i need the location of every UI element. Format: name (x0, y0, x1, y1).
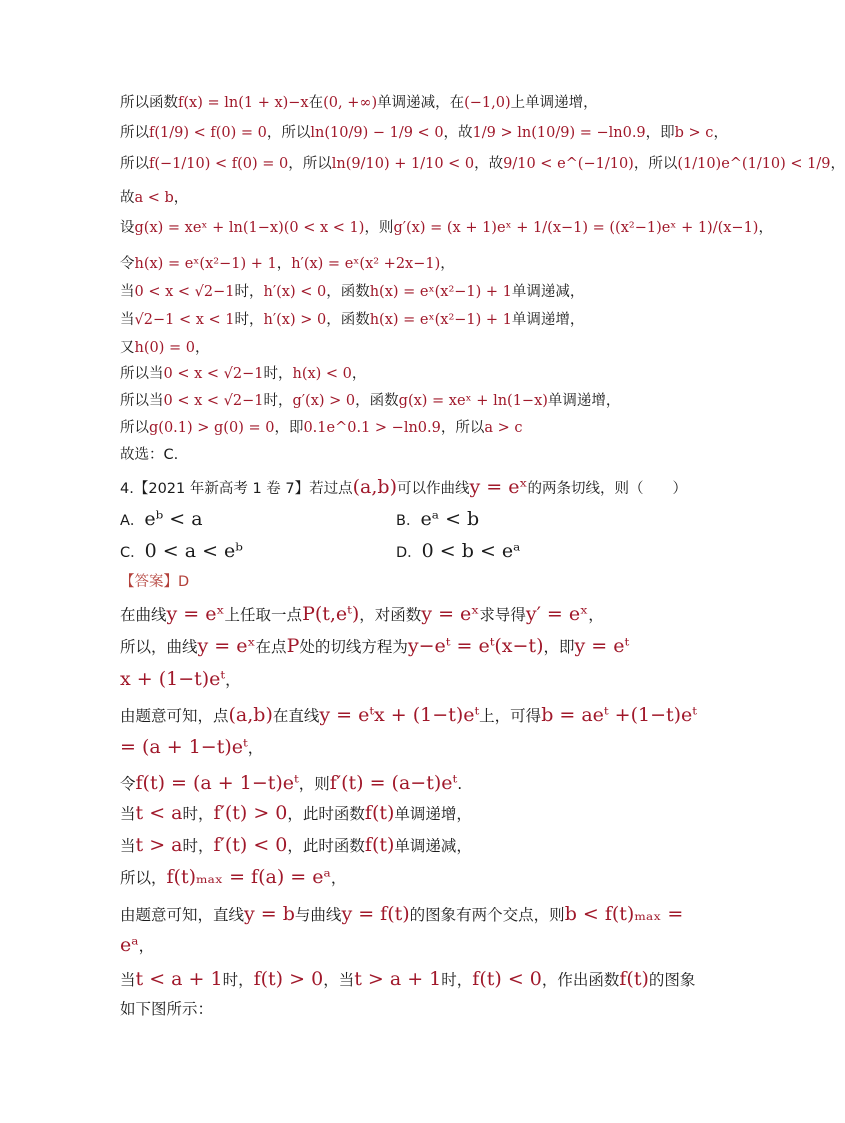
text-run: 所以 (120, 125, 149, 141)
text-run: 设 (120, 220, 135, 236)
text-run: 时， (182, 805, 214, 823)
solution-line (120, 934, 154, 957)
math-expression: t > a (135, 834, 183, 856)
text-run: ， (588, 606, 604, 624)
math-expression: y = eˣ (421, 603, 480, 625)
math-expression: h′(x) > 0 (263, 312, 327, 328)
solution-line (120, 903, 683, 926)
text-line (120, 284, 584, 301)
math-expression: b > c (674, 125, 714, 141)
text-run: 所以， (120, 869, 167, 887)
answer-line (120, 574, 189, 591)
text-run: 单调递增， (511, 312, 585, 328)
text-run: ，所以 (266, 125, 311, 141)
math-expression: y = eᵗ (574, 635, 630, 657)
text-run: 若过点 (309, 481, 353, 497)
text-line (120, 125, 728, 142)
text-line (120, 420, 523, 437)
math-expression: P(t,eᵗ) (302, 603, 360, 625)
math-expression: y = eˣ (469, 476, 528, 498)
math-expression: a > c (484, 420, 523, 436)
option-a: A．eᵇ < a (120, 508, 203, 530)
text-run: 当 (120, 971, 136, 989)
question-number: 4. (120, 481, 134, 497)
math-expression: t > a + 1 (354, 968, 442, 990)
solution-line (120, 834, 472, 857)
math-expression: f′(t) > 0 (213, 802, 288, 824)
text-run: ，此时函数 (287, 805, 365, 823)
text-run: 求导得 (479, 606, 526, 624)
math-expression: f(t)ₘₐₓ = f(a) = eᵃ (166, 866, 331, 888)
option-c-math: 0 < a < eᵇ (144, 540, 243, 562)
text-run: 与曲线 (294, 906, 342, 924)
text-line (120, 256, 455, 273)
text-run: 在点 (255, 638, 287, 656)
text-line (120, 312, 584, 329)
text-run: 令 (120, 775, 136, 793)
math-expression: 0 < x < √2−1 (134, 284, 235, 300)
math-expression: f(1/9) < f(0) = 0 (149, 125, 267, 141)
math-expression: y = eˣ (197, 635, 256, 657)
math-expression: 1/9 > ln(10/9) = −ln0.9 (472, 125, 646, 141)
text-run: ，即 (543, 638, 575, 656)
math-expression: 0 < x < √2−1 (163, 366, 264, 382)
question-stem (120, 476, 687, 499)
text-run: ， (247, 739, 264, 757)
math-expression: = (a + 1−t)eᵗ (120, 736, 248, 758)
math-expression: (1/10)e^(1/10) < 1/9 (677, 156, 831, 172)
math-expression: y′ = eˣ (525, 603, 589, 625)
text-line (120, 447, 178, 464)
solution-line (120, 603, 604, 626)
option-c: C．0 < a < eᵇ (120, 540, 243, 562)
text-line (120, 190, 188, 207)
solution-line (120, 668, 241, 691)
text-run: ，所以 (288, 156, 332, 172)
text-run: 所以 (120, 156, 149, 172)
text-run: 当 (120, 805, 136, 823)
text-run: ， (830, 156, 845, 172)
text-run: ，函数 (355, 393, 399, 409)
math-expression: f(t) = (a + 1−t)eᵗ (135, 772, 299, 794)
text-line (120, 366, 366, 383)
math-expression: (a,b) (228, 704, 273, 726)
option-b-math: eᵃ < b (420, 508, 480, 530)
math-expression: P (286, 635, 300, 657)
solution-line (120, 772, 462, 795)
math-expression: y = eˣ (166, 603, 225, 625)
math-expression: ln(9/10) + 1/10 < 0 (331, 156, 475, 172)
text-run: ，函数 (326, 284, 370, 300)
text-run: 所以 (120, 420, 149, 436)
text-run: 当 (120, 312, 135, 328)
solution-line (120, 635, 629, 658)
text-run: 故选：C. (120, 447, 179, 463)
text-run: ，作出函数 (541, 971, 620, 989)
text-run: ，故 (443, 125, 473, 141)
text-run: . (457, 775, 463, 793)
text-run: 单调递减， (394, 837, 472, 855)
math-expression: t < a + 1 (135, 968, 223, 990)
text-line (120, 340, 209, 357)
math-expression: g(0.1) > g(0) = 0 (149, 420, 275, 436)
math-expression: f(t) (364, 834, 395, 856)
math-expression: (−1,0) (464, 95, 511, 111)
math-expression: y = f(t) (341, 903, 410, 925)
text-run: 令 (120, 256, 135, 272)
text-run: 时， (234, 284, 264, 300)
text-run: 故 (120, 190, 135, 206)
answer-tag: 【答案】 (120, 574, 178, 590)
option-a-math: eᵇ < a (144, 508, 203, 530)
text-run: 时， (234, 312, 264, 328)
solution-line (120, 968, 695, 991)
text-line (120, 156, 845, 173)
text-run: ， (138, 937, 155, 955)
text-run: ，即 (645, 125, 675, 141)
solution-line (120, 1000, 213, 1019)
solution-line (120, 802, 472, 825)
text-run: ， (713, 125, 728, 141)
text-run: ，所以 (440, 420, 485, 436)
math-expression: y = eᵗx + (1−t)eᵗ (319, 704, 480, 726)
text-run: 时， (222, 971, 254, 989)
text-line (120, 393, 620, 410)
text-run: 时， (441, 971, 473, 989)
text-run: 时， (263, 366, 293, 382)
text-run: 的图象 (648, 971, 696, 989)
text-run: ，对函数 (359, 606, 422, 624)
text-run: ，则 (298, 775, 330, 793)
math-expression: g′(x) > 0 (292, 393, 356, 409)
text-run: 时， (263, 393, 293, 409)
text-run: 由题意可知，直线 (120, 906, 245, 924)
text-run: ， (330, 869, 347, 887)
text-run: ，当 (323, 971, 355, 989)
math-expression: eᵃ (120, 934, 139, 956)
text-run: 所以当 (120, 366, 164, 382)
text-run: 可以作曲线 (397, 481, 470, 497)
math-expression: t < a (135, 802, 183, 824)
text-line (120, 220, 773, 237)
text-run: 处的切线方程为 (299, 638, 408, 656)
math-expression: h(x) = eˣ(x²−1) + 1 (369, 312, 512, 328)
text-run: 在直线 (272, 707, 320, 725)
math-expression: f(−1/10) < f(0) = 0 (149, 156, 289, 172)
math-expression: y = b (244, 903, 295, 925)
text-run: ，则 (364, 220, 394, 236)
math-expression: g(x) = xeˣ + ln(1−x)(0 < x < 1) (134, 220, 365, 236)
question-source: 【2021 年新高考 1 卷 7】 (133, 481, 310, 497)
math-expression: (0, +∞) (323, 95, 378, 111)
math-expression: 9/10 < e^(−1/10) (503, 156, 634, 172)
math-expression: x + (1−t)eᵗ (120, 668, 226, 690)
math-expression: ln(10/9) − 1/9 < 0 (310, 125, 444, 141)
text-run: 上，可得 (479, 707, 542, 725)
text-run: ， (276, 256, 292, 272)
math-expression: g′(x) = (x + 1)eˣ + 1/(x−1) = ((x²−1)eˣ + 1)/(x−1) (393, 220, 759, 236)
math-expression: f′(t) = (a−t)eᵗ (329, 772, 458, 794)
math-expression: f′(t) < 0 (213, 834, 288, 856)
text-run: ，此时函数 (287, 837, 365, 855)
text-run: 当 (120, 837, 136, 855)
text-run: 上任取一点 (224, 606, 303, 624)
text-run: ， (194, 340, 210, 356)
math-expression: y−eᵗ = eᵗ(x−t) (407, 635, 544, 657)
math-expression: h(x) = eˣ(x²−1) + 1 (369, 284, 512, 300)
text-run: 所以函数 (120, 95, 178, 111)
text-run: 的图象有两个交点，则 (409, 906, 565, 924)
math-expression: (a,b) (352, 476, 397, 498)
text-run: 又 (120, 340, 135, 356)
text-run: ，故 (474, 156, 504, 172)
text-run: ，所以 (633, 156, 678, 172)
math-expression: h(x) = eˣ(x²−1) + 1 (134, 256, 277, 272)
text-run: 如下图所示： (120, 1000, 214, 1018)
text-run: 由题意可知，点 (120, 707, 229, 725)
text-run: 时， (182, 837, 214, 855)
text-run: ， (225, 671, 241, 689)
math-expression: b = aeᵗ +(1−t)eᵗ (541, 704, 697, 726)
text-run: 所以当 (120, 393, 164, 409)
question-text (309, 476, 688, 498)
solution-line (120, 704, 697, 727)
text-run: ， (758, 220, 773, 236)
text-run: ，函数 (326, 312, 370, 328)
math-expression: h′(x) < 0 (263, 284, 327, 300)
text-run: 单调递减， (511, 284, 585, 300)
text-run: ，即 (274, 420, 304, 436)
math-expression: g(x) = xeˣ + ln(1−x) (398, 393, 548, 409)
math-expression: 0.1e^0.1 > −ln0.9 (303, 420, 441, 436)
math-expression: b < f(t)ₘₐₓ = (564, 903, 684, 925)
text-run: 的两条切线，则（ ） (527, 481, 688, 497)
solution-line (120, 866, 346, 889)
text-run: 在曲线 (120, 606, 167, 624)
text-run: 在 (308, 95, 324, 111)
answer-letter: D (178, 574, 190, 590)
text-run: 当 (120, 284, 135, 300)
math-expression: h(x) < 0 (292, 366, 352, 382)
text-run: 单调递增， (547, 393, 621, 409)
text-run: 上单调递增， (510, 95, 598, 111)
text-line (120, 95, 598, 112)
math-expression: f(t) (619, 968, 649, 990)
math-expression: f(t) > 0 (253, 968, 324, 990)
text-run: 所以，曲线 (120, 638, 198, 656)
math-expression: 0 < x < √2−1 (163, 393, 264, 409)
text-run: ， (173, 190, 189, 206)
math-expression: h(0) = 0 (134, 340, 195, 356)
text-run: ， (440, 256, 455, 272)
option-d-math: 0 < b < eᵃ (421, 540, 521, 562)
math-expression: h′(x) = eˣ(x² +2x−1) (291, 256, 441, 272)
math-expression: √2−1 < x < 1 (134, 312, 235, 328)
text-run: 单调递增， (394, 805, 472, 823)
math-expression: f(x) = ln(1 + x)−x (178, 95, 309, 111)
text-run: 单调递减，在 (377, 95, 465, 111)
solution-line (120, 736, 263, 759)
math-expression: a < b (134, 190, 174, 206)
text-run: ， (351, 366, 367, 382)
option-b: B．eᵃ < b (396, 508, 480, 530)
option-d: D．0 < b < eᵃ (396, 540, 521, 562)
math-expression: f(t) < 0 (472, 968, 542, 990)
math-expression: f(t) (364, 802, 395, 824)
